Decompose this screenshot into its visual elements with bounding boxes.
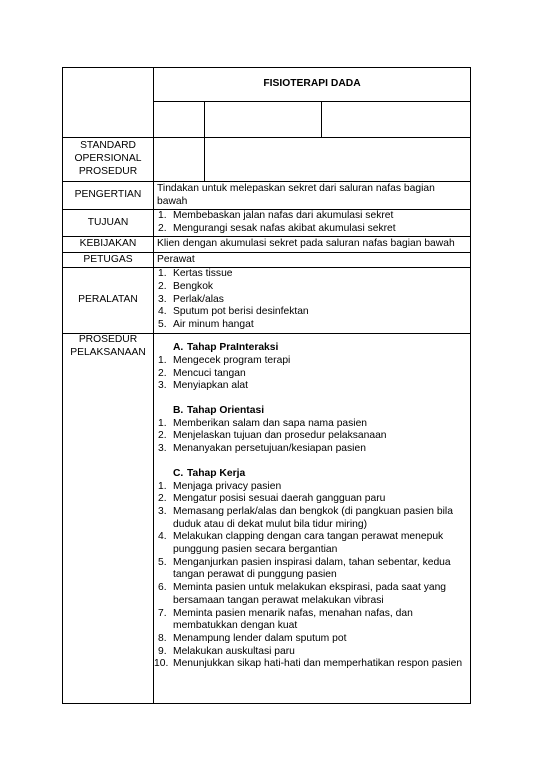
list-item: 1. Memberikan salam dan sapa nama pasien — [158, 417, 368, 429]
list-item: 2. Bengkok — [158, 280, 214, 292]
peralatan-list — [154, 268, 471, 334]
tujuan-list — [154, 210, 471, 236]
list-item: 3. Perlak/alas — [158, 293, 224, 305]
section-title: C. Tahap Kerja — [173, 467, 246, 479]
list-item: 6. Meminta pasien untuk melakukan ekspirasi, pada saat yang bersamaan tangan perawat melakukan vibrasi — [158, 582, 447, 606]
list-item: 7. Meminta pasien menarik nafas, menahan nafas, dan membatukkan dengan kuat — [158, 607, 413, 632]
doc-number-cell — [154, 102, 205, 138]
tujuan-label: TUJUAN — [63, 210, 154, 236]
pengertian-text: Tindakan untuk melepaskan sekret dari saluran nafas bagian bawah — [154, 182, 471, 210]
approval-cell — [205, 138, 471, 182]
list-item: 1. Menjaga privacy pasien — [158, 480, 282, 492]
revision-cell — [205, 102, 322, 138]
list-item: 5. Air minum hangat — [158, 319, 254, 331]
logo-cell — [63, 68, 154, 138]
petugas-text: Perawat — [154, 252, 471, 268]
list-item: 2. Mengatur posisi sesuai daerah gangguan paru — [158, 493, 386, 505]
sop-document — [62, 67, 470, 704]
kebijakan-label: KEBIJAKAN — [63, 236, 154, 252]
kebijakan-text: Klien dengan akumulasi sekret pada saluran nafas bagian bawah — [154, 236, 471, 252]
document-title: FISIOTERAPI DADA — [154, 68, 471, 102]
list-item: 8. Menampung lender dalam sputum pot — [158, 632, 347, 644]
section-title: B. Tahap Orientasi — [173, 405, 265, 417]
page-cell — [322, 102, 471, 138]
pengertian-label: PENGERTIAN — [63, 182, 154, 210]
sop-label: STANDARD OPERSIONAL PROSEDUR — [63, 138, 154, 182]
prosedur-label — [63, 334, 154, 704]
date-cell — [154, 138, 205, 182]
prosedur-label-line1: PROSEDUR — [78, 334, 138, 346]
section-title: A. Tahap PraInteraksi — [173, 342, 279, 354]
list-item: 9. Melakukan auskultasi paru — [158, 645, 295, 657]
list-item: 2. Mencuci tangan — [158, 367, 246, 379]
list-item: 1. Membebaskan jalan nafas dari akumulasi sekret — [158, 210, 394, 222]
list-item: 4. Melakukan clapping dengan cara tangan perawat menepuk punggung pasien secara bergantian — [158, 531, 444, 556]
prosedur-content — [154, 334, 471, 704]
prosedur-label-line2: PELAKSANAAN — [70, 346, 146, 358]
list-item: 3. Menanyakan persetujuan/kesiapan pasien — [158, 443, 366, 455]
list-item: 2. Menjelaskan tujuan dan prosedur pelaksanaan — [158, 430, 387, 442]
petugas-label: PETUGAS — [63, 252, 154, 268]
list-item: 4. Sputum pot berisi desinfektan — [158, 306, 309, 318]
list-item: 1. Kertas tissue — [158, 268, 233, 280]
list-item: 3. Memasang perlak/alas dan bengkok (di pangkuan pasien bila duduk atau di dekat mulut bila tidur miring) — [158, 505, 453, 530]
list-item: 10. Menunjukkan sikap hati-hati dan memperhatikan respon pasien — [154, 658, 463, 670]
list-item: 2. Mengurangi sesak nafas akibat akumulasi sekret — [158, 223, 396, 235]
list-item: 1. Mengecek program terapi — [158, 354, 291, 366]
peralatan-label: PERALATAN — [63, 268, 154, 334]
list-item: 3. Menyiapkan alat — [158, 380, 248, 392]
list-item: 5. Menganjurkan pasien inspirasi dalam, tahan sebentar, kedua tangan perawat di punggung pasien — [158, 556, 451, 581]
sop-table — [62, 67, 471, 704]
